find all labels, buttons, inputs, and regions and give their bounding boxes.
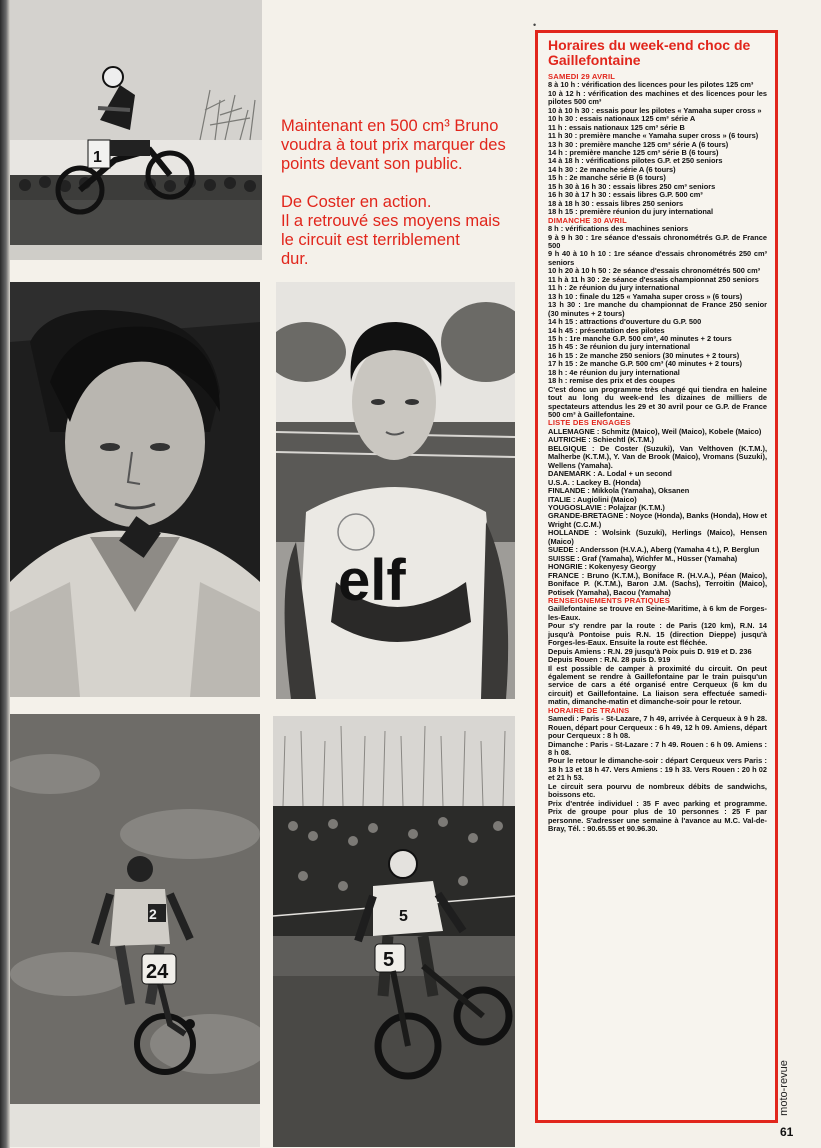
schedule-item: 14 à 18 h : vérifications pilotes G.P. et 250 seniors [548,156,723,166]
schedule-item: 10 h 30 : essais nationaux 125 cm³ série A [548,114,696,124]
info-item: Pour s'y rendre par la route : de Paris (120 km), R.N. 14 jusqu'à Pontoise puis R.N. 15 (direction Dieppe) jusqu'à Forges-les-Eaux. Ensuite la route est fléchée. [548,621,767,648]
caption-line: voudra à tout prix marquer des [281,136,506,154]
page-gutter-shadow [0,0,10,1148]
magazine-name-text: moto-revue [777,1060,790,1116]
svg-text:5: 5 [399,908,408,925]
entrant-item: FRANCE : Bruno (K.T.M.), Boniface R. (H.V.A.), Péan (Maico), Boniface P. (K.T.M.), Baron J.M. (Sachs), Terroitin (Maico), Potisek (Yamaha), Bacou (Yamaha) [548,570,767,597]
photo-portrait-elf [276,282,515,699]
schedule-item: 18 h 15 : première réunion du jury international [548,207,714,217]
dimanche-list [548,225,767,419]
info-item: Gaillefontaine se trouve en Seine-Maritime, à 6 km de Forges-les-Eaux. [548,604,767,622]
entrant-item: ALLEMAGNE : Schmitz (Maico), Weil (Maico), Kobele (Maico) [548,426,762,436]
section-head-renseignements: RENSEIGNEMENTS PRATIQUES [548,595,670,605]
caption-bruno [281,117,526,174]
photo-jump [10,0,262,260]
schedule-item: 15 h 30 à 16 h 30 : essais libres 250 cm³ seniors [548,181,716,191]
schedule-item: 15 h : 1re manche G.P. 500 cm³, 40 minutes + 2 tours [548,333,732,343]
schedule-item: 11 h 30 : première manche « Yamaha super cross » (6 tours) [548,131,759,141]
caption-line: le circuit est terriblement [281,231,460,249]
schedule-item: 16 h 15 : 2e manche 250 seniors (30 minutes + 2 tours) [548,350,740,360]
schedule-item: 11 h à 11 h 30 : 2e séance d'essais championnat 250 seniors [548,274,759,284]
schedule-item: 14 h 45 : présentation des pilotes [548,325,665,335]
schedule-item: 17 h 15 : 2e manche G.P. 500 cm³ (40 minutes + 2 tours) [548,359,742,369]
schedule-item: 18 à 18 h 30 : essais libres 250 seniors [548,198,684,208]
jersey-logo-elf: elf [338,548,406,613]
schedule-item: 16 h 30 à 17 h 30 : essais libres G.P. 500 cm³ [548,190,703,200]
schedule-item: 10 h 20 à 10 h 50 : 2e séance d'essais chronométrés 500 cm³ [548,266,761,276]
info-item: Il est possible de camper à proximité du circuit. On peut également se rendre à Gaillefontaine par le train puisqu'un service de cars a été organisé entre Cerqueux (6 km du circuit) et Gaillefontaine. La liaison sera effectuée samedi-matin, dimanche-matin et dimanche-soir pour le retour. [548,663,767,707]
schedule-item: 13 h 30 : 1re manche du championnat de France 250 senior (30 minutes + 2 tours) [548,300,767,318]
entrant-item: U.S.A. : Lackey B. (Honda) [548,477,641,487]
entrant-item: HOLLANDE : Wolsink (Suzuki), Herlings (Maico), Hensen (Maico) [548,528,767,546]
info-item: Depuis Rouen : R.N. 28 puis D. 919 [548,655,671,665]
section-head-samedi: SAMEDI 29 AVRIL [548,72,616,81]
train-item: Le circuit sera pourvu de nombreux débits de sandwichs, boissons etc. [548,781,767,800]
schedule-item: 15 h : 2e manche série B (6 tours) [548,173,666,183]
section-head-dimanche: DIMANCHE 30 AVRIL [548,215,627,225]
schedule-item: 14 h 15 : attractions d'ouverture du G.P. 500 [548,317,702,327]
schedule-item: 9 h 40 à 10 h 10 : 1re séance d'essais chronométrés 250 cm³ seniors [548,249,767,267]
schedule-item: 8 h : vérifications des machines seniors [548,224,689,234]
schedule-item: 10 à 12 h : vérification des machines et des licences pour les pilotes 500 cm³ [548,88,767,107]
schedule-item: 13 h 10 : finale du 125 « Yamaha super cross » (6 tours) [548,291,743,301]
trains-list [548,715,767,833]
entrant-item: SUISSE : Graf (Yamaha), Wichfer M., Hüsser (Yamaha) [548,553,738,563]
corner-mark: • [533,20,537,30]
schedule-item: 9 à 9 h 30 : 1re séance d'essais chronométrés G.P. de France 500 [548,232,767,250]
caption-line: Maintenant en 500 cm³ Bruno [281,117,499,135]
samedi-list [548,81,767,216]
photo-mud-rider [10,714,260,1147]
schedule-item: 11 h : 2e réunion du jury international [548,283,680,293]
schedule-item: 14 h : première manche 125 cm³ série B (6 tours) [548,148,719,158]
magazine-name [778,1060,792,1120]
schedule-item: 15 h 45 : 3e réunion du jury international [548,342,691,352]
entrant-item: DANEMARK : A. Lodal + un second [548,469,672,479]
schedule-title: Horaires du week-end choc de Gaillefontaine [548,37,751,68]
bike-number-a: 1 [93,149,102,166]
info-item: Depuis Amiens : R.N. 29 jusqu'à Poix puis D. 919 et D. 236 [548,646,752,656]
schedule-item: 18 h : 4e réunion du jury international [548,367,680,377]
train-item: Pour le retour le dimanche-soir : départ Cerqueux vers Paris : 18 h 13 et 18 h 47. Vers Amiens : 19 h 33. Vers Rouen : 20 h 02 et 21 h 53. [548,756,767,783]
section-head-trains: HORAIRE DE TRAINS [548,705,630,715]
photo-crowd-rider [273,716,515,1147]
schedule-item: 13 h 30 : première manche 125 cm³ série A (6 tours) [548,139,729,149]
caption-line: dur. [281,250,309,268]
entrant-item: SUEDE : Andersson (H.V.A.), Aberg (Yamaha 4 t.), P. Berglun [548,545,760,555]
entrant-item: GRANDE-BRETAGNE : Noyce (Honda), Banks (Honda), How et Wright (C.C.M.) [548,511,767,529]
train-item: Samedi : Paris - St-Lazare, 7 h 49, arrivée à Cerqueux à 9 h 28. Rouen, départ pour Cerqueux : 6 h 49, 12 h 09. Amiens, départ pour Cerqueux : 8 h 08. [548,714,767,741]
entrant-item: BELGIQUE : De Coster (Suzuki), Van Velthoven (K.T.M.), Malherbe (K.T.M.), Y. Van de Brook (Maico), Vromans (Suzuki), Wellens (Yamaha). [548,443,767,470]
schedule-item: 18 h : remise des prix et des coupes [548,376,675,386]
schedule-item: 14 h 30 : 2e manche série A (6 tours) [548,164,676,174]
caption-line: De Coster en action. [281,193,432,211]
entrant-item: HONGRIE : Kokenyesy Georgy [548,562,657,572]
entrant-item: FINLANDE : Mikkola (Yamaha), Oksanen [548,486,690,496]
train-item: Dimanche : Paris - St-Lazare : 7 h 49. Rouen : 6 h 09. Amiens : 8 h 08. [548,739,767,758]
schedule-item: 11 h : essais nationaux 125 cm³ série B [548,122,685,132]
section-head-engages: LISTE DES ENGAGES [548,418,631,428]
page-number: 61 [780,1125,794,1139]
renseignements-list [548,605,767,706]
caption-line: points devant son public. [281,155,463,173]
schedule-item: 10 à 10 h 30 : essais pour les pilotes « Yamaha super cross » [548,105,762,115]
entrant-item: YOUGOSLAVIE : Polajzar (K.T.M.) [548,502,665,512]
schedule-box [535,30,778,1123]
caption-de-coster [281,193,526,269]
entrant-item: ITALIE : Augiolini (Maico) [548,494,637,504]
schedule-paragraph: C'est donc un programme très chargé qui tiendra en haleine tout au long du week-end les dizaines de milliers de spectateurs attendus les 29 et 30 avril pour ce G.P. de France 500 cm³ à Gaillefontaine. [548,384,767,420]
caption-line: Il a retrouvé ses moyens mais [281,212,501,230]
schedule-item: 8 à 10 h : vérification des licences pour les pilotes 125 cm³ [548,80,754,90]
entrant-item: AUTRICHE : Schiechtl (K.T.M.) [548,435,654,445]
train-item: Prix d'entrée individuel : 35 F avec parking et programme. Prix de groupe pour plus de 10 personnes : 25 F par personne. S'adresser une semaine à l'avance au M.C. Val-de-Bray, Tél. : 90.65.55 et 90.96.30. [548,798,767,834]
bike-number-c: 5 [383,949,395,971]
bike-number-b: 24 [146,961,169,983]
svg-text:2: 2 [149,906,157,922]
photo-portrait-left [10,282,260,697]
engages-list [548,428,767,597]
